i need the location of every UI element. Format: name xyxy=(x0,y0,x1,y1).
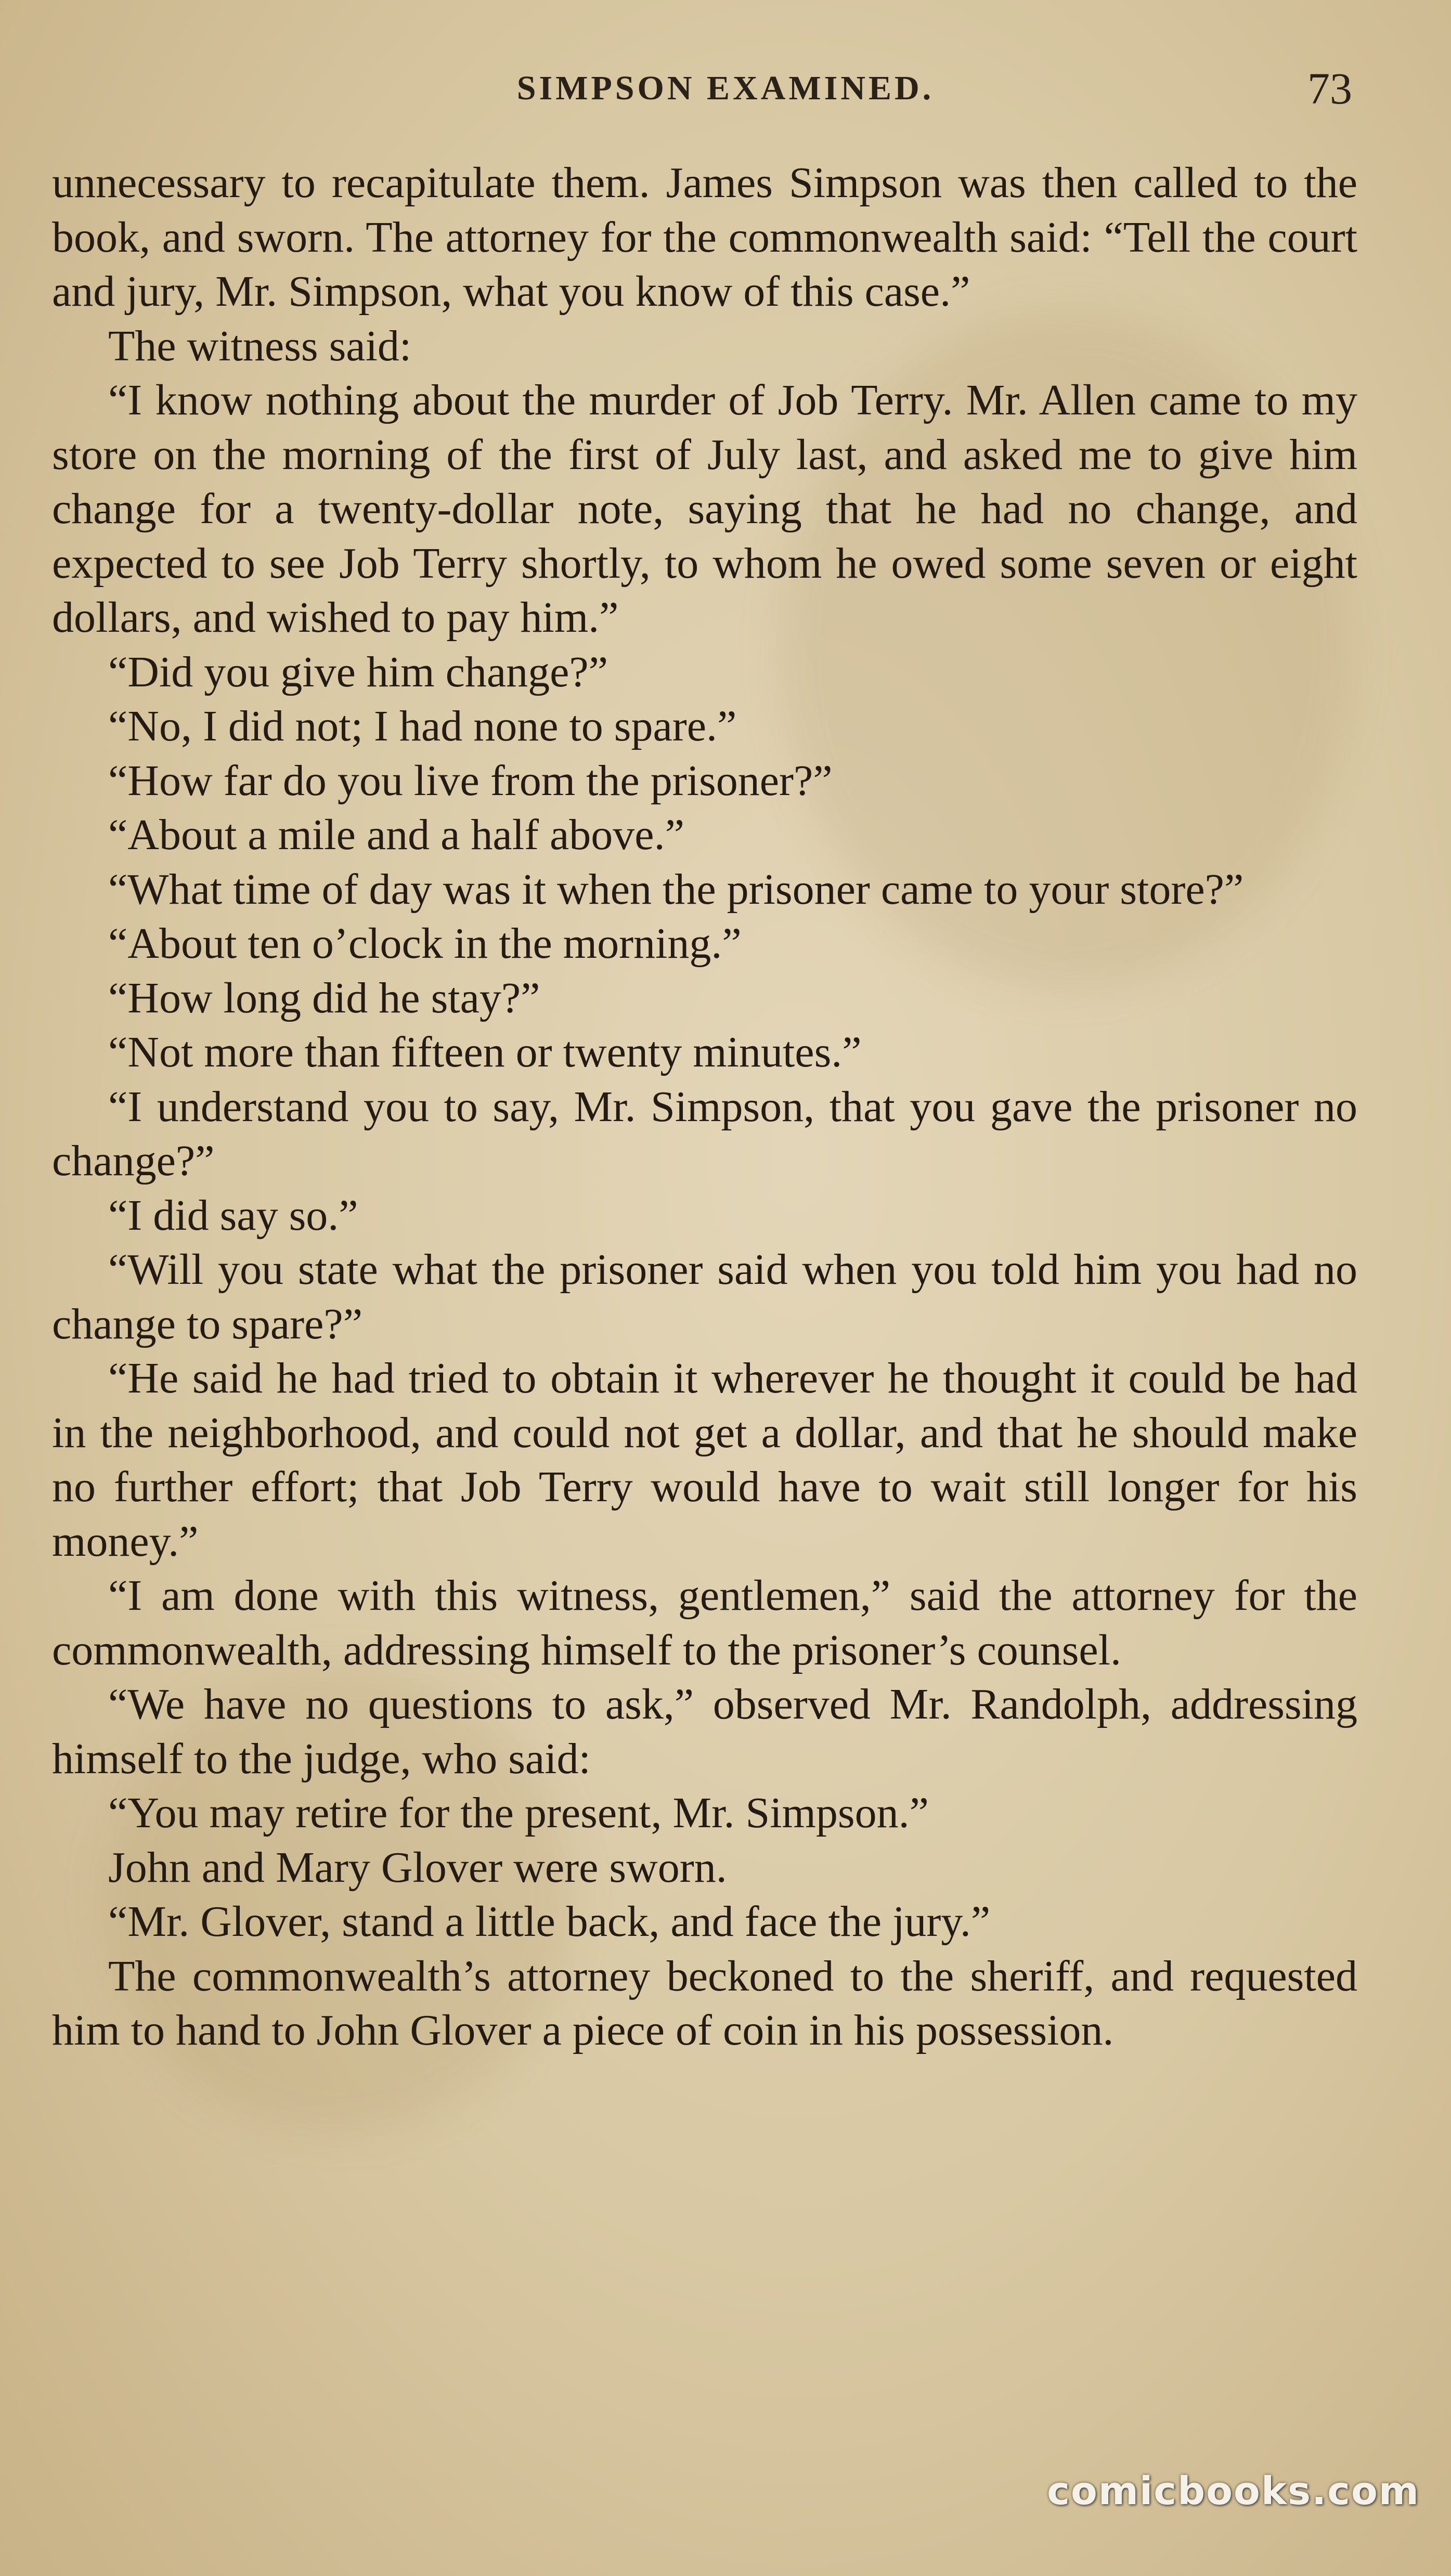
paragraph: “How long did he stay?” xyxy=(108,973,540,1022)
paragraph: “I understand you to say, Mr. Simpson, that you gave the prisoner no change?” xyxy=(52,1082,1357,1185)
paragraph: “About ten o’clock in the morning.” xyxy=(108,919,742,968)
paragraph: unnecessary to recapitulate them. James Simpson was then called to the book, and sworn. The attorney for the commonwealth said: “Tell the court and jury, Mr. Simpson, what you know of this case.” xyxy=(52,159,1357,316)
paragraph: “How far do you live from the prisoner?” xyxy=(108,756,833,805)
paragraph: “I did say so.” xyxy=(108,1191,358,1240)
paragraph: “Did you give him change?” xyxy=(108,647,608,696)
paragraph: John and Mary Glover were sworn. xyxy=(108,1843,727,1892)
paragraph: The witness said: xyxy=(108,321,412,370)
paragraph: “Not more than fifteen or twenty minutes.” xyxy=(108,1028,862,1076)
running-head xyxy=(0,57,1451,120)
paragraph: “Mr. Glover, stand a little back, and face the jury.” xyxy=(108,1897,991,1946)
paragraph: “You may retire for the present, Mr. Simpson.” xyxy=(108,1789,929,1837)
paragraph: “Will you state what the prisoner said when you told him you had no change to spare?” xyxy=(52,1245,1357,1348)
paragraph: “No, I did not; I had none to spare.” xyxy=(108,702,737,750)
paragraph: “What time of day was it when the prisoner came to your store?” xyxy=(108,865,1244,914)
paragraph: “He said he had tried to obtain it wherever he thought it could be had in the neighborhood, and could not get a dollar, and that he should make no further effort; that Job Terry would have to wait still longer for his money.” xyxy=(52,1354,1357,1566)
page-number: 73 xyxy=(1307,63,1352,113)
body-text xyxy=(52,156,1357,2058)
paragraph: “I am done with this witness, gentlemen,” said the attorney for the commonwealth, addressing himself to the prisoner’s counsel. xyxy=(52,1571,1357,1674)
paragraph: The commonwealth’s attorney beckoned to the sheriff, and requested him to hand to John Glover a piece of coin in his possession. xyxy=(52,1951,1357,2054)
watermark: comicbooks.com xyxy=(1047,2469,1420,2514)
chapter-heading: SIMPSON EXAMINED. xyxy=(516,69,935,107)
paragraph: “We have no questions to ask,” observed Mr. Randolph, addressing himself to the judge, who said: xyxy=(52,1680,1357,1783)
paragraph: “I know nothing about the murder of Job Terry. Mr. Allen came to my store on the morning of the first of July last, and asked me to give him change for a twenty-dollar note, saying that he had no change, and expected to see Job Terry shortly, to whom he owed some seven or eight dollars, and wished to pay him.” xyxy=(52,376,1357,642)
paragraph: “About a mile and a half above.” xyxy=(108,811,684,859)
